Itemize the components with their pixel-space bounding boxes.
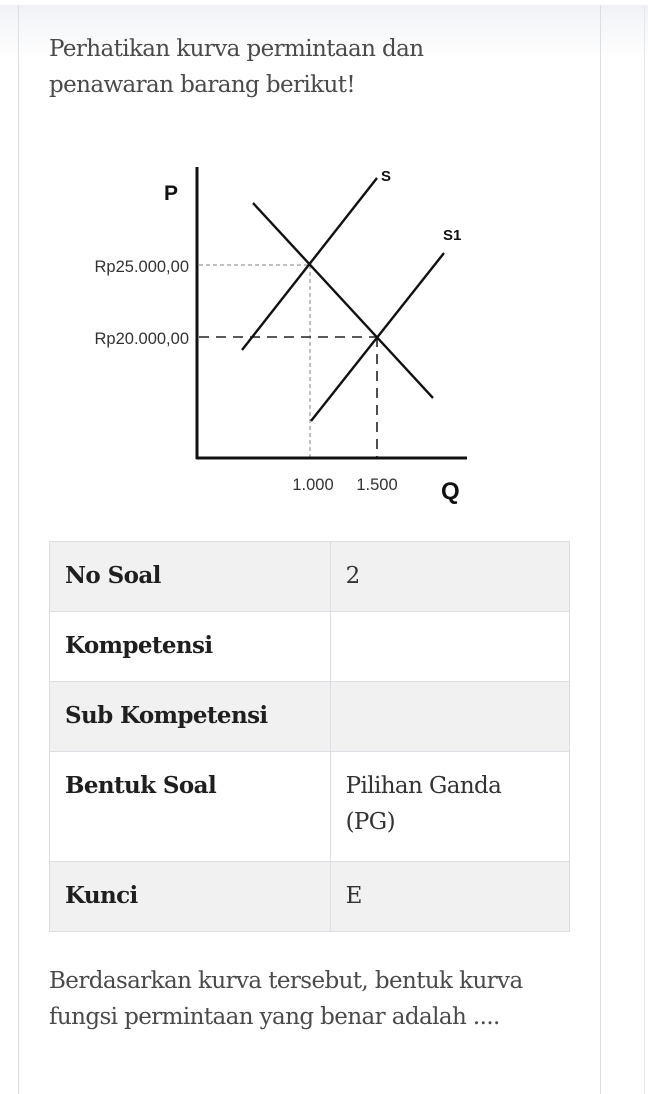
card-border-right: [600, 5, 601, 1094]
table-row: [50, 862, 570, 932]
row-key: Bentuk Soal: [50, 752, 331, 862]
qty-high-label: 1.500: [356, 476, 398, 494]
price-low-label: Rp20.000,00: [94, 330, 189, 348]
intro-paragraph: Perhatikan kurva permintaan dan penawaran barang berikut!: [49, 36, 424, 98]
row-value: Pilihan Ganda (PG): [330, 752, 569, 862]
row-key: Sub Kompetensi: [50, 682, 331, 752]
s1-label: S1: [443, 227, 462, 244]
row-key: No Soal: [50, 542, 331, 612]
s-label: S: [381, 168, 392, 185]
table-row: [50, 612, 570, 682]
row-value: [330, 682, 569, 752]
question-paragraph: Berdasarkan kurva tersebut, bentuk kurva fungsi permintaan yang benar adalah ....: [49, 968, 523, 1030]
price-high-label: Rp25.000,00: [94, 258, 189, 276]
qty-low-label: 1.000: [292, 476, 334, 494]
table-row: [50, 682, 570, 752]
page-edge-right: [644, 5, 645, 1094]
table-row: [50, 542, 570, 612]
row-key: Kunci: [50, 862, 331, 932]
row-value: 2: [330, 542, 569, 612]
p-axis-label: P: [164, 182, 179, 205]
row-key: Kompetensi: [50, 612, 331, 682]
top-strip: [0, 0, 648, 5]
supply-demand-chart: [60, 150, 480, 510]
row-value: [330, 612, 569, 682]
row-value: E: [330, 862, 569, 932]
table-row: [50, 752, 570, 862]
card-border-left: [18, 5, 19, 1094]
question-info-table: [49, 541, 570, 932]
q-axis-label: Q: [441, 478, 460, 505]
